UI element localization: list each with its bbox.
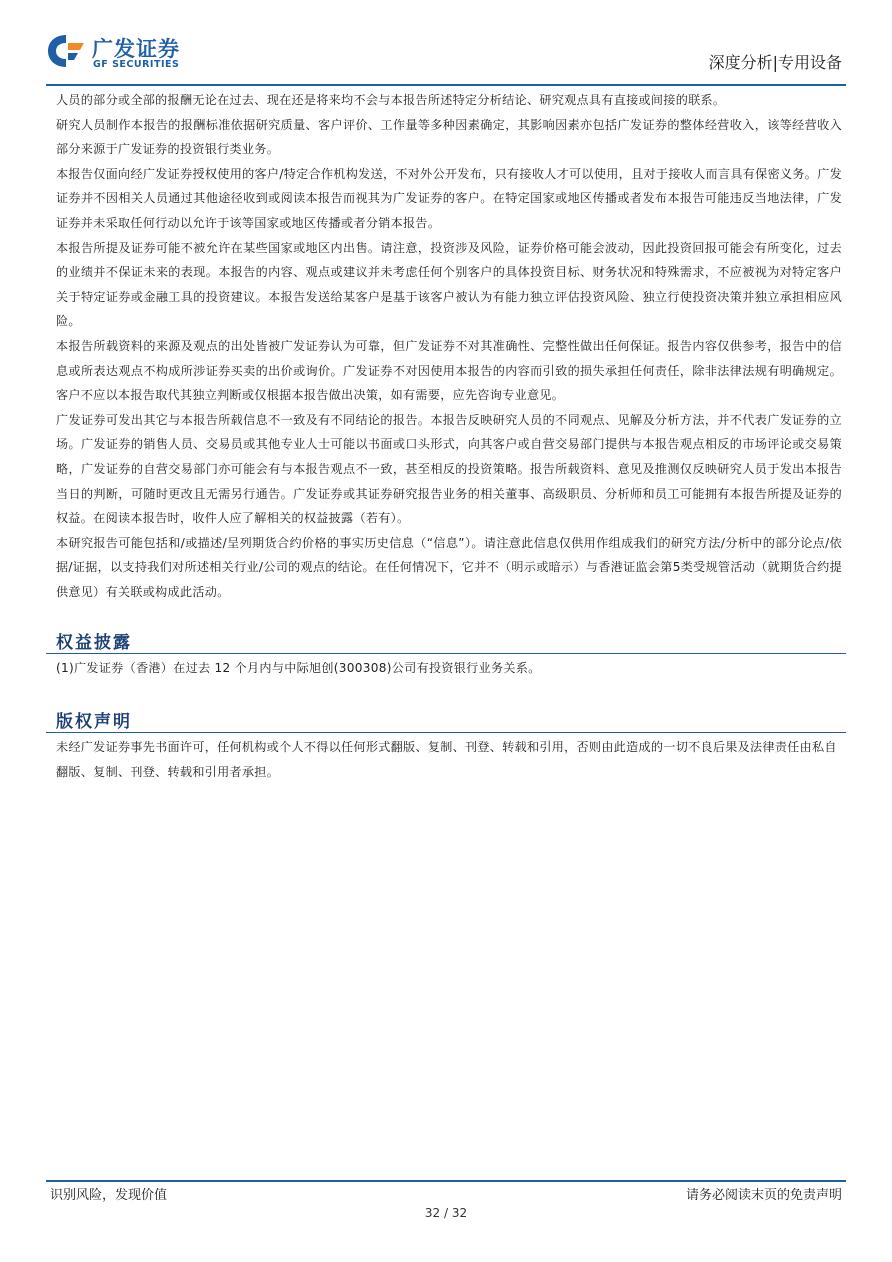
copyright-section-divider bbox=[46, 732, 846, 733]
footer-slogan: 识别风险，发现价值 bbox=[50, 1188, 168, 1203]
equity-section-divider bbox=[46, 653, 846, 654]
footer-disclaimer-note: 请务必阅读末页的免责声明 bbox=[685, 1188, 842, 1203]
gf-logo-icon bbox=[46, 33, 86, 69]
disclaimer-paragraph: 广发证券可发出其它与本报告所载信息不一致及有不同结论的报告。本报告反映研究人员的不同观点、见解及分析方法，并不代表广发证券的立场。广发证券的销售人员、交易员或其他专业人士可能以书面或口头形式，向其客户或自营交易部门提供与本报告观点相反的市场评论或交易策略，广发证券的自营交易部门亦可能会有与本报告观点不一致，甚至相反的投资策略。报告所载资料、意见及推测仅反映研究人员于发出本报告当日的判断，可随时更改且无需另行通告。广发证券或其证券研究报告业务的相关董事、高级职员、分析师和员工可能拥有本报告所提及证券的权益。在阅读本报告时，收件人应了解相关的权益披露（若有）。 bbox=[56, 412, 842, 526]
page-header bbox=[0, 0, 892, 88]
disclaimer-paragraph: 人员的部分或全部的报酬无论在过去、现在还是将来均不会与本报告所述特定分析结论、研究观点具有直接或间接的联系。 bbox=[56, 93, 726, 107]
disclaimer-paragraph: 本研究报告可能包括和/或描述/呈列期货合约价格的事实历史信息（“信息”）。请注意此信息仅供用作组成我们的研究方法/分析中的部分论点/依据/证据，以支持我们对所述相关行业/公司的观点的结论。在任何情况下，它并不（明示或暗示）与香港证监会第5类受规管活动（就期货合约提供意见）有关联或构成此活动。 bbox=[56, 535, 842, 599]
copyright-title: 版权声明 bbox=[56, 712, 132, 732]
document-type-label: 深度分析|专用设备 bbox=[708, 53, 842, 72]
logo-english-name: GF SECURITIES bbox=[93, 59, 180, 70]
disclaimer-paragraph: 研究人员制作本报告的报酬标准依据研究质量、客户评价、工作量等多种因素确定，其影响因素亦包括广发证券的整体经营收入，该等经营收入部分来源于广发证券的投资银行类业务。 bbox=[56, 117, 842, 157]
equity-disclosure-title: 权益披露 bbox=[56, 633, 132, 653]
disclaimer-paragraph: 本报告仅面向经广发证券授权使用的客户/特定合作机构发送，不对外公开发布，只有接收人才可以使用，且对于接收人而言具有保密义务。广发证券并不因相关人员通过其他途径收到或阅读本报告而视其为广发证券的客户。在特定国家或地区传播或者发布本报告可能违反当地法律，广发证券并未采取任何行动以允许于该等国家或地区传播或者分销本报告。 bbox=[56, 166, 842, 230]
header-divider bbox=[46, 84, 846, 86]
equity-disclosure-text: (1)广发证券（香港）在过去 12 个月内与中际旭创(300308)公司有投资银行业务关系。 bbox=[56, 661, 541, 675]
page-number: 32 / 32 bbox=[424, 1206, 468, 1220]
footer-divider bbox=[46, 1180, 846, 1182]
logo-chinese-name: 广发证券 bbox=[92, 37, 180, 61]
disclaimer-paragraph: 本报告所提及证券可能不被允许在某些国家或地区内出售。请注意，投资涉及风险，证券价格可能会波动，因此投资回报可能会有所变化，过去的业绩并不保证未来的表现。本报告的内容、观点或建议并未考虑任何个别客户的具体投资目标、财务状况和特殊需求，不应被视为对特定客户关于特定证券或金融工具的投资建议。本报告发送给某客户是基于该客户被认为有能力独立评估投资风险、独立行使投资决策并独立承担相应风险。 bbox=[56, 240, 842, 329]
disclaimer-body bbox=[56, 88, 842, 604]
copyright-text: 未经广发证券事先书面许可，任何机构或个人不得以任何形式翻版、复制、刊登、转载和引用，否则由此造成的一切不良后果及法律责任由私自翻版、复制、刊登、转载和引用者承担。 bbox=[56, 740, 837, 779]
disclaimer-paragraph: 本报告所载资料的来源及观点的出处皆被广发证券认为可靠，但广发证券不对其准确性、完整性做出任何保证。报告内容仅供参考，报告中的信息或所表达观点不构成所涉证券买卖的出价或询价。广发证券不对因使用本报告的内容而引致的损失承担任何责任，除非法律法规有明确规定。客户不应以本报告取代其独立判断或仅根据本报告做出决策，如有需要，应先咨询专业意见。 bbox=[56, 338, 842, 403]
